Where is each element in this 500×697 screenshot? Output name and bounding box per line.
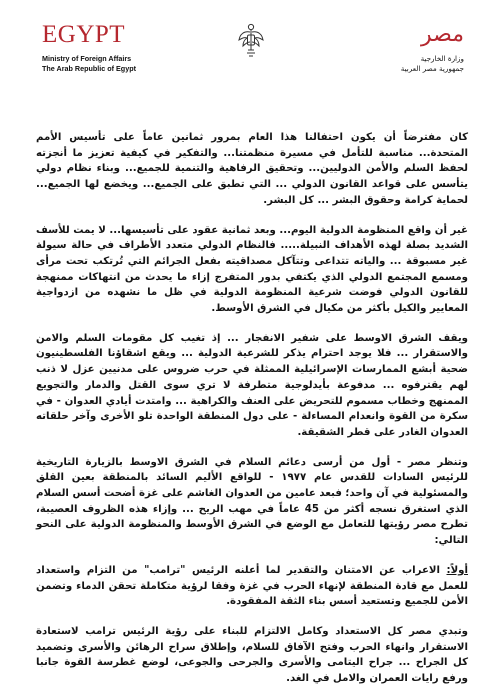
- paragraph-middle-east: ويقف الشرق الاوسط على شفير الانفجار ... إذ تغيب كل مقومات السلم والامن والاستقرار ... فلا يوجد احترام يذكر للشرعية الدولية ... ويقع اشقاؤنا الفلسطينيون ضحية أبشع الممارسات الإسرائيلية الممثلة في حرب ضروس على مدنيين عزل لا ذنب لهم يقترفوه ... مدفوعة بأيدلوجية متطرفة لا تري سوى القتل والدمار والتجويع الممنهج وخطاب مسموم للتحريض على العنف والكراهية ... وامتدت أيادي العدوان - في سكرة من القوة وانعدام المساءلة - على دول المنطقة الواحدة تلو الأخرى وآخر حلقاته العدوان الغادر على قطر الشقيقة.: [36, 332, 468, 438]
- speech-body: [36, 130, 468, 697]
- point-one-label: أولاً:: [446, 564, 468, 576]
- republic-name-english: The Arab Republic of Egypt: [42, 64, 136, 73]
- republic-name-arabic: جمهورية مصر العربية: [400, 64, 464, 73]
- ministry-name-arabic: وزارة الخارجية: [420, 54, 464, 63]
- letterhead-english: [42, 22, 136, 74]
- paragraph-egypt-vision: وتنظر مصر - أول من أرسى دعائم السلام في الشرق الاوسط بالزيارة التاريخية للرئيس السادات للقدس عام ١٩٧٧ - للواقع الأليم السائد بالمنطقة بعين القلق والمسئولية في آن واحد؛ فبعد عامين من العدوان الغاشم على غزة أضحت أسس السلام الذي استغرق نسجه أكثر من 45 عاماً في مهب الريح ... وإزاء هذه الظروف العصيبة، تطرح مصر رؤيتها للتعامل مع الوضع في الشرق الأوسط والمنظومة الدولية على النحو التالي:: [36, 456, 469, 547]
- letterhead-arabic: [401, 22, 464, 74]
- brand-title-english: EGYPT: [42, 21, 126, 48]
- paragraph-international-order: غير أن واقع المنظومة الدولية اليوم... وبعد ثمانية عقود على تأسيسها... لا يمت للأسف الشديد بصلة لهذه الأهداف النبيلة..... فالنظام الدولي متعدد الأطراف في حالة سيولة غير مسبوقة ... والياته تتداعى وتتآكل مصداقيته بفعل الجرائم التي تُرتكب تحت مرأى ومسمع المجتمع الدولي الذي يكتفي بدور المتفرج إزاء ما يحدث من انتهاكات ممنهجة للقانون الدولي فوضت شرعية المنظومة الدولية في ظل ما نشهده من ازدواجية المعايير والكيل بأكثر من مكيال في الشرق الأوسط.: [36, 224, 468, 315]
- brand-title-arabic: مصر: [420, 22, 464, 47]
- paragraph-point-one: [36, 563, 468, 610]
- paragraph-anniversary: كان مفترضاً أن يكون احتفالنا هذا العام بمرور ثمانين عاماً على تأسيس الأمم المتحدة... مناسبة للتأمل في مسيرة منظمتنا... والتفكير في كيفية تعزيز ما أنجزته لحفظ السلم والأمن الدوليين... وتحقيق الرفاهية والتنمية للجميع... وبناء نظام دولي يتأسس على قواعد القانون الدولي ... التي تطبق على الجميع... ويخضع لها الجميع... لحماية كرامة وحقوق البشر ... كل البشر.: [36, 132, 468, 206]
- point-one-text: الاعراب عن الامتنان والتقدير لما أعلنه الرئيس "ترامب" من التزام واستعداد للعمل مع قادة المنطقة لإنهاء الحرب في غزة وفقا لرؤية متكاملة تحقن الدماء وتضمن الأمن للجميع وتستعيد أسس بناء الثقة المفقودة.: [36, 564, 468, 608]
- eagle-emblem-icon: [238, 22, 264, 58]
- paragraph-closing: وتبدي مصر كل الاستعداد وكامل الالتزام للبناء على رؤية الرئيس ترامب لاستعادة الاستقرار وانهاء الحرب وفتح الآفاق للسلام، وإطلاق سراح الرهائن والأسرى وتضميد كل الجراح ... جراح اليتامى والأسرى والجرحى والجوعى، لوضع غطرسة القوة جانبا ورفع رايات العمران والامل في الغد.: [36, 625, 468, 685]
- ministry-name-english: Ministry of Foreign Affairs: [42, 54, 132, 63]
